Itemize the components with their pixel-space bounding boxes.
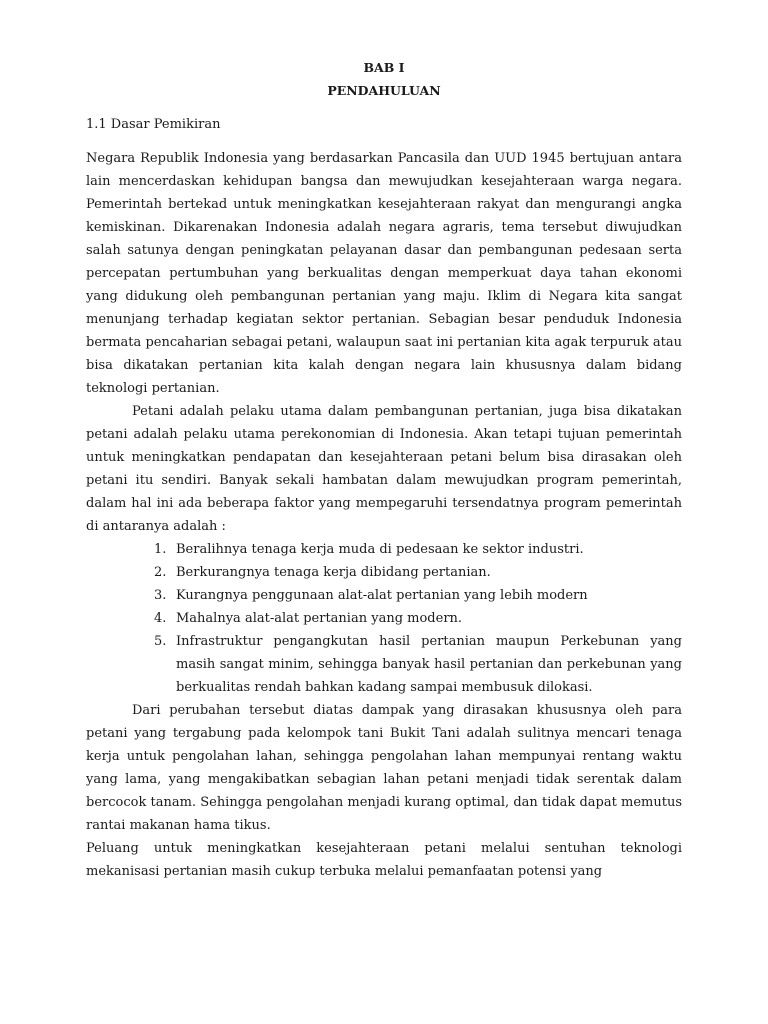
list-item: [86, 561, 682, 584]
section-heading: 1.1 Dasar Pemikiran: [86, 117, 221, 132]
list-item: [86, 584, 682, 607]
list-number: 4.: [154, 611, 167, 626]
list-text: Berkurangnya tenaga kerja dibidang pertanian.: [176, 565, 491, 580]
list-item: [86, 607, 682, 630]
list-text: Beralihnya tenaga kerja muda di pedesaan ke sektor industri.: [176, 542, 584, 557]
list-item: [86, 538, 682, 561]
paragraph-3: Dari perubahan tersebut diatas dampak yang dirasakan khususnya oleh para petani yang tergabung pada kelompok tani Bukit Tani adalah sulitnya mencari tenaga kerja untuk pengolahan lahan, sehingga pengolahan lahan mempunyai rentang waktu yang lama, yang mengakibatkan sebagian lahan petani menjadi tidak serentak dalam bercocok tanam. Sehingga pengolahan menjadi kurang optimal, dan tidak dapat memutus rantai makanan hama tikus.: [86, 703, 682, 833]
list-text: Infrastruktur pengangkutan hasil pertanian maupun Perkebunan yang masih sangat minim, sehingga banyak hasil pertanian dan perkebunan yang berkualitas rendah bahkan kadang sampai membusuk dilokasi.: [176, 634, 682, 695]
chapter-title: PENDAHULUAN: [327, 83, 441, 98]
page-content: [86, 56, 682, 883]
paragraph-2: Petani adalah pelaku utama dalam pembangunan pertanian, juga bisa dikatakan petani adalah pelaku utama perekonomian di Indonesia. Akan tetapi tujuan pemerintah untuk meningkatkan pendapatan dan kesejahteraan petani belum bisa dirasakan oleh petani itu sendiri. Banyak sekali hambatan dalam mewujudkan program pemerintah, dalam hal ini ada beberapa faktor yang mempegaruhi tersendatnya program pemerintah di antaranya adalah :: [86, 404, 682, 534]
paragraph-1: Negara Republik Indonesia yang berdasarkan Pancasila dan UUD 1945 bertujuan antara lain mencerdaskan kehidupan bangsa dan mewujudkan kesejahteraan warga negara. Pemerintah bertekad untuk meningkatkan kesejahteraan rakyat dan mengurangi angka kemiskinan. Dikarenakan Indonesia adalah negara agraris, tema tersebut diwujudkan salah satunya dengan peningkatan pelayanan dasar dan pembangunan pedesaan serta percepatan pertumbuhan yang berkualitas dengan memperkuat daya tahan ekonomi yang didukung oleh pembangunan pertanian yang maju. Iklim di Negara kita sangat menunjang terhadap kegiatan sektor pertanian. Sebagian besar penduduk Indonesia bermata pencaharian sebagai petani, walaupun saat ini pertanian kita agak terpuruk atau bisa dikatakan pertanian kita kalah dengan negara lain khususnya dalam bidang teknologi pertanian.: [86, 151, 682, 396]
list-text: Kurangnya penggunaan alat-alat pertanian yang lebih modern: [176, 588, 588, 603]
paragraph-4: Peluang untuk meningkatkan kesejahteraan petani melalui sentuhan teknologi mekanisasi pertanian masih cukup terbuka melalui pemanfaatan potensi yang: [86, 841, 682, 879]
list-number: 5.: [154, 634, 167, 649]
list-text: Mahalnya alat-alat pertanian yang modern.: [176, 611, 463, 626]
chapter-number: BAB I: [363, 60, 405, 75]
factor-list: [86, 538, 682, 699]
list-item: [86, 630, 682, 699]
list-number: 1.: [154, 542, 167, 557]
list-number: 3.: [154, 588, 167, 603]
list-number: 2.: [154, 565, 167, 580]
